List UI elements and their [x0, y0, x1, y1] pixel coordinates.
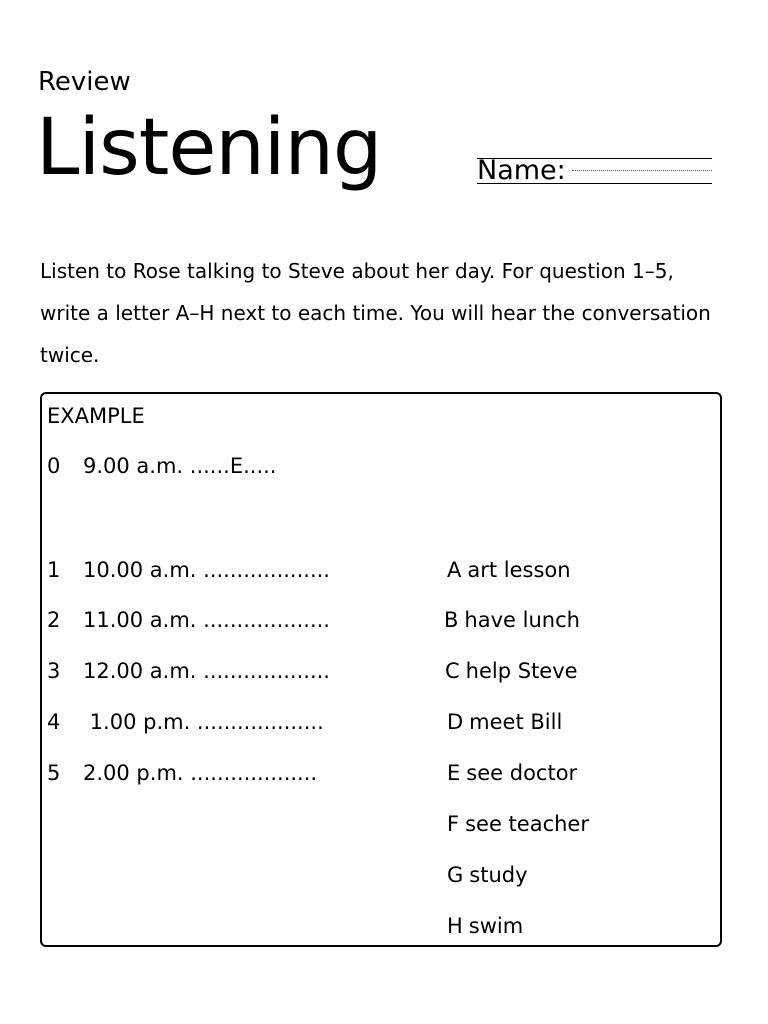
page-title: Listening [36, 103, 382, 193]
option-item [444, 606, 580, 634]
question-text: 10.00 a.m. ................... [83, 558, 330, 582]
name-line-mid [572, 170, 712, 171]
option-text: help Steve [465, 659, 578, 683]
option-item [445, 657, 578, 685]
question-row[interactable] [47, 759, 317, 787]
example-row [47, 452, 276, 480]
question-number: 5 [47, 761, 61, 785]
name-field[interactable] [477, 152, 713, 188]
question-text: 2.00 p.m. ................... [83, 761, 318, 785]
option-text: have lunch [464, 608, 580, 632]
question-number: 1 [47, 558, 61, 582]
question-row[interactable] [47, 556, 330, 584]
name-label: Name: [477, 155, 566, 186]
option-item [447, 810, 589, 838]
option-text: meet Bill [469, 710, 563, 734]
example-number: 0 [47, 454, 61, 478]
question-row[interactable] [47, 657, 330, 685]
option-item [447, 759, 577, 787]
option-letter: H [447, 914, 463, 938]
question-number: 4 [47, 710, 61, 734]
option-letter: F [447, 812, 460, 836]
exercise-box [40, 392, 722, 947]
option-text: art lesson [467, 558, 571, 582]
review-label: Review [38, 67, 131, 97]
question-text: 12.00 a.m. ................... [83, 659, 330, 683]
option-item [447, 912, 523, 940]
option-letter: C [445, 659, 460, 683]
option-letter: G [447, 863, 464, 887]
question-text: 1.00 p.m. ................... [83, 710, 324, 734]
question-text: 11.00 a.m. ................... [83, 608, 330, 632]
option-text: study [469, 863, 528, 887]
option-item [447, 861, 528, 889]
question-row[interactable] [47, 606, 330, 634]
question-row[interactable] [47, 708, 324, 736]
example-text: 9.00 a.m. ......E..... [83, 454, 277, 478]
option-text: see teacher [465, 812, 589, 836]
option-letter: B [444, 608, 459, 632]
option-text: see doctor [466, 761, 578, 785]
option-letter: E [447, 761, 461, 785]
question-number: 2 [47, 608, 61, 632]
instructions: Listen to Rose talking to Steve about her day. For question 1–5, write a letter A–H next to each time. You will hear the conversation twice. [40, 259, 711, 367]
option-item [447, 556, 571, 584]
option-text: swim [468, 914, 524, 938]
question-number: 3 [47, 659, 61, 683]
option-letter: D [447, 710, 464, 734]
example-label: EXAMPLE [47, 404, 145, 428]
option-item [447, 708, 562, 736]
option-letter: A [447, 558, 462, 582]
